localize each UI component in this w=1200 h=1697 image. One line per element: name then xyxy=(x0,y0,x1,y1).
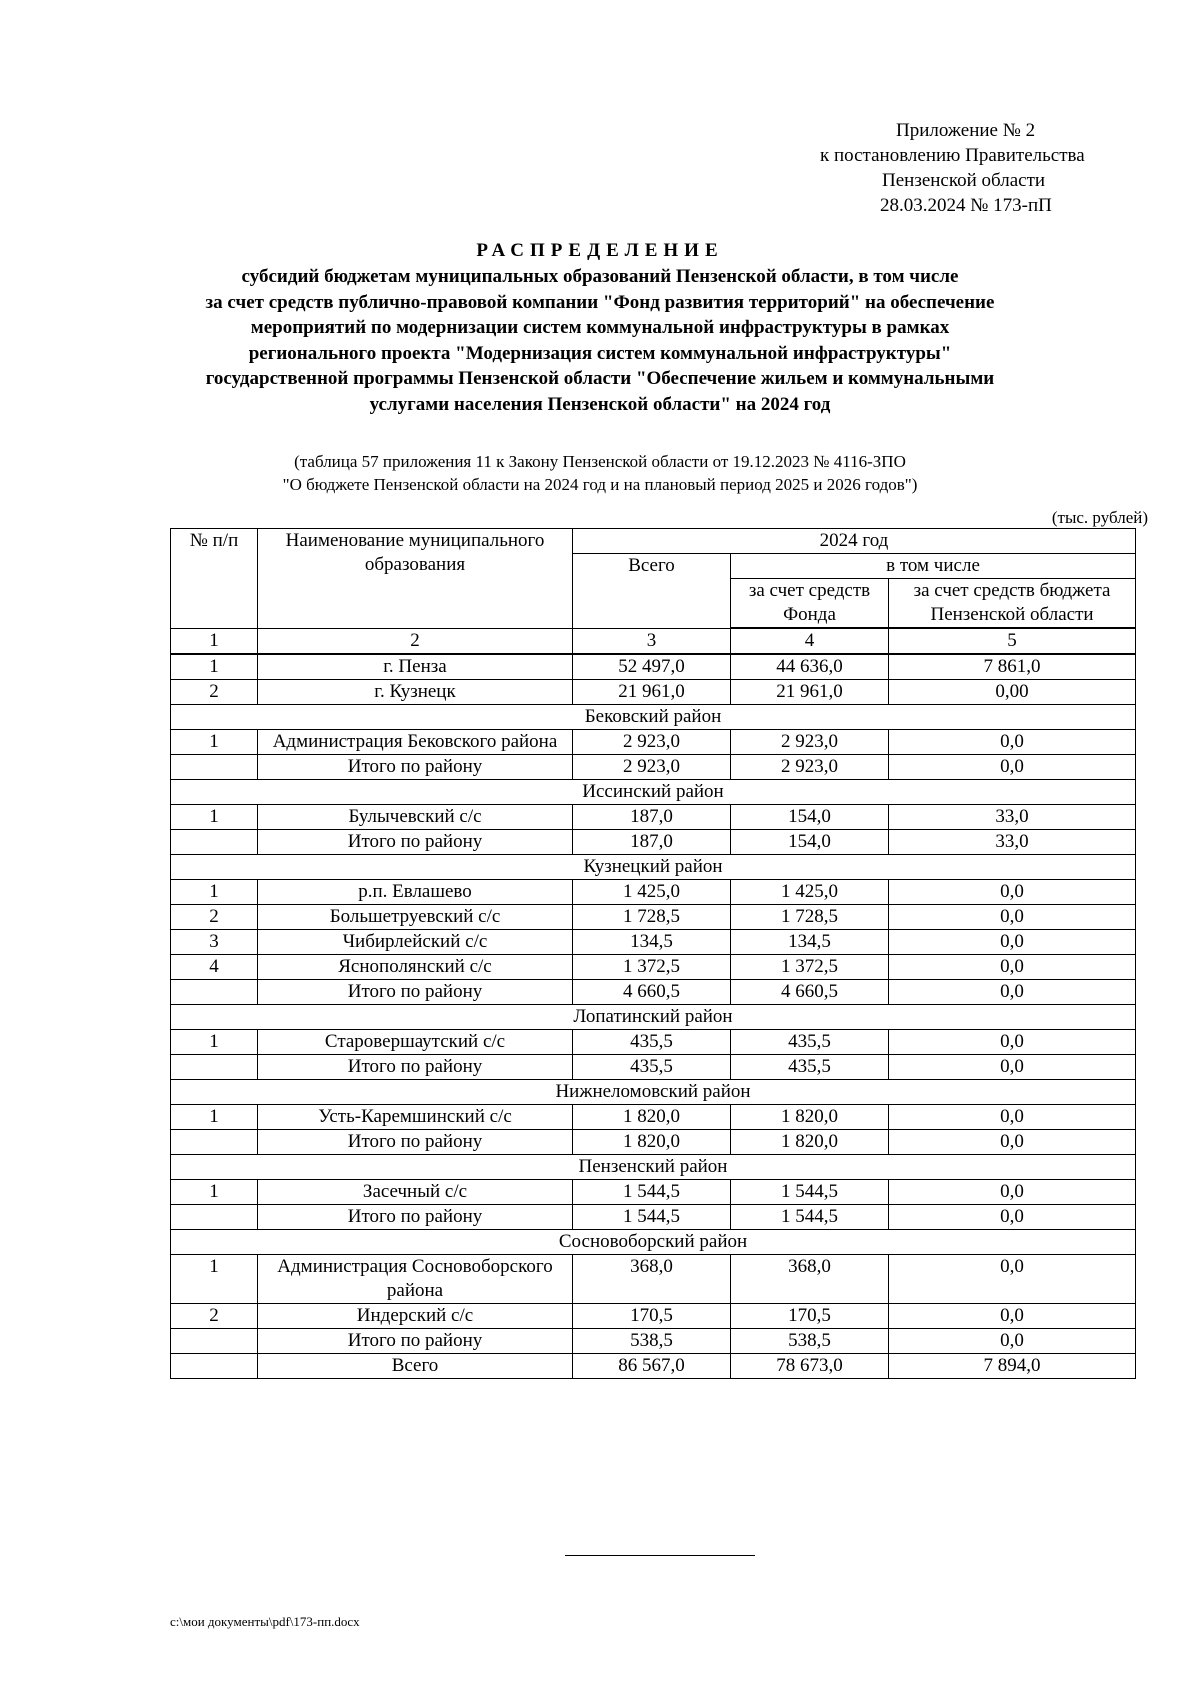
row-total: 538,5 xyxy=(573,1329,731,1354)
header-fund: за счет средств Фонда xyxy=(731,579,889,629)
header-including: в том числе xyxy=(731,554,1136,579)
row-num xyxy=(171,980,258,1005)
table-row xyxy=(171,1329,1136,1354)
source-line: (таблица 57 приложения 11 к Закону Пензенской области от 19.12.2023 № 4116-ЗПО xyxy=(294,452,906,471)
appendix-line-1: Приложение № 2 xyxy=(896,120,1036,141)
row-total: 1 372,5 xyxy=(573,955,731,980)
source-reference xyxy=(140,450,1060,496)
row-budget: 0,0 xyxy=(889,755,1136,780)
row-fund: 78 673,0 xyxy=(731,1354,889,1379)
row-name: Итого по району xyxy=(258,1130,573,1155)
row-budget: 7 861,0 xyxy=(889,654,1136,680)
row-total: 435,5 xyxy=(573,1055,731,1080)
section-label: Бековский район xyxy=(171,705,1136,730)
appendix-block xyxy=(820,118,1140,218)
table-row xyxy=(171,730,1136,755)
header-num: № п/п xyxy=(171,529,258,629)
row-budget: 0,0 xyxy=(889,955,1136,980)
document-heading xyxy=(140,264,1060,417)
section-label: Пензенский район xyxy=(171,1155,1136,1180)
table-row xyxy=(171,680,1136,705)
table-row xyxy=(171,830,1136,855)
row-total: 1 544,5 xyxy=(573,1180,731,1205)
row-total: 1 425,0 xyxy=(573,880,731,905)
row-fund: 435,5 xyxy=(731,1055,889,1080)
row-budget: 0,0 xyxy=(889,1030,1136,1055)
row-budget: 0,0 xyxy=(889,1304,1136,1329)
row-total: 1 820,0 xyxy=(573,1105,731,1130)
row-fund: 435,5 xyxy=(731,1030,889,1055)
row-budget: 33,0 xyxy=(889,830,1136,855)
row-total: 368,0 xyxy=(573,1255,731,1304)
row-fund: 1 544,5 xyxy=(731,1205,889,1230)
row-budget: 0,0 xyxy=(889,980,1136,1005)
col-number: 4 xyxy=(731,628,889,654)
col-number: 5 xyxy=(889,628,1136,654)
row-total: 52 497,0 xyxy=(573,654,731,680)
units-label: (тыс. рублей) xyxy=(1051,508,1148,527)
row-fund: 1 728,5 xyxy=(731,905,889,930)
row-name: Итого по району xyxy=(258,755,573,780)
row-name: Большетруевский с/с xyxy=(258,905,573,930)
footer-divider xyxy=(565,1555,755,1556)
row-total: 187,0 xyxy=(573,805,731,830)
row-name: Администрация Сосновоборского района xyxy=(258,1255,573,1304)
row-fund: 170,5 xyxy=(731,1304,889,1329)
row-num xyxy=(171,1205,258,1230)
row-fund: 4 660,5 xyxy=(731,980,889,1005)
row-name: Администрация Бековского района xyxy=(258,730,573,755)
row-num xyxy=(171,1055,258,1080)
row-fund: 538,5 xyxy=(731,1329,889,1354)
table-row xyxy=(171,955,1136,980)
col-number: 2 xyxy=(258,628,573,654)
section-label: Кузнецкий район xyxy=(171,855,1136,880)
col-number: 1 xyxy=(171,628,258,654)
row-total: 86 567,0 xyxy=(573,1354,731,1379)
section-row xyxy=(171,1005,1136,1030)
table-row xyxy=(171,1180,1136,1205)
row-num: 1 xyxy=(171,1255,258,1304)
row-total: 435,5 xyxy=(573,1030,731,1055)
row-num: 2 xyxy=(171,1304,258,1329)
table-row xyxy=(171,1055,1136,1080)
row-name: Булычевский с/с xyxy=(258,805,573,830)
table-row xyxy=(171,1255,1136,1304)
row-budget: 33,0 xyxy=(889,805,1136,830)
table-row xyxy=(171,930,1136,955)
row-fund: 2 923,0 xyxy=(731,755,889,780)
row-fund: 1 425,0 xyxy=(731,880,889,905)
appendix-line-2: к постановлению Правительства xyxy=(820,145,1085,166)
table-row xyxy=(171,1205,1136,1230)
row-budget: 0,0 xyxy=(889,1205,1136,1230)
row-fund: 44 636,0 xyxy=(731,654,889,680)
row-name: Итого по району xyxy=(258,830,573,855)
row-num: 1 xyxy=(171,730,258,755)
row-total: 187,0 xyxy=(573,830,731,855)
row-total: 1 728,5 xyxy=(573,905,731,930)
row-name: Итого по району xyxy=(258,980,573,1005)
header-row-1 xyxy=(171,529,1136,554)
row-budget: 0,0 xyxy=(889,730,1136,755)
section-label: Нижнеломовский район xyxy=(171,1080,1136,1105)
section-row xyxy=(171,705,1136,730)
row-fund: 134,5 xyxy=(731,930,889,955)
row-name: Итого по району xyxy=(258,1329,573,1354)
row-fund: 1 820,0 xyxy=(731,1130,889,1155)
row-num xyxy=(171,1354,258,1379)
distribution-table xyxy=(170,528,1136,1379)
row-name: Чибирлейский с/с xyxy=(258,930,573,955)
row-total: 1 820,0 xyxy=(573,1130,731,1155)
section-row xyxy=(171,1155,1136,1180)
appendix-line-4: 28.03.2024 № 173-пП xyxy=(880,195,1052,216)
row-name: Итого по району xyxy=(258,1055,573,1080)
table-row xyxy=(171,905,1136,930)
heading-line: мероприятий по модернизации систем коммунальной инфраструктуры в рамках xyxy=(250,317,950,338)
section-label: Иссинский район xyxy=(171,780,1136,805)
section-row xyxy=(171,1230,1136,1255)
row-num: 2 xyxy=(171,905,258,930)
section-label: Сосновоборский район xyxy=(171,1230,1136,1255)
row-budget: 0,0 xyxy=(889,930,1136,955)
row-budget: 0,0 xyxy=(889,1130,1136,1155)
row-num: 2 xyxy=(171,680,258,705)
row-budget: 7 894,0 xyxy=(889,1354,1136,1379)
column-numbers-row xyxy=(171,628,1136,654)
row-name: г. Кузнецк xyxy=(258,680,573,705)
row-budget: 0,0 xyxy=(889,1055,1136,1080)
row-fund: 154,0 xyxy=(731,830,889,855)
row-name: Засечный с/с xyxy=(258,1180,573,1205)
row-num: 3 xyxy=(171,930,258,955)
row-budget: 0,00 xyxy=(889,680,1136,705)
table-row xyxy=(171,1354,1136,1379)
row-budget: 0,0 xyxy=(889,1180,1136,1205)
row-num: 1 xyxy=(171,1030,258,1055)
row-num: 1 xyxy=(171,1180,258,1205)
row-name: Старовершаутский с/с xyxy=(258,1030,573,1055)
col-number: 3 xyxy=(573,628,731,654)
file-path: c:\мои документы\pdf\173-пп.docx xyxy=(170,1614,360,1629)
row-fund: 154,0 xyxy=(731,805,889,830)
row-budget: 0,0 xyxy=(889,880,1136,905)
row-total: 170,5 xyxy=(573,1304,731,1329)
source-line: "О бюджете Пензенской области на 2024 год и на плановый период 2025 и 2026 годов") xyxy=(282,475,918,494)
row-total: 2 923,0 xyxy=(573,730,731,755)
row-total: 21 961,0 xyxy=(573,680,731,705)
row-total: 4 660,5 xyxy=(573,980,731,1005)
row-fund: 21 961,0 xyxy=(731,680,889,705)
header-budget: за счет средств бюджета Пензенской области xyxy=(889,579,1136,629)
table-row xyxy=(171,1304,1136,1329)
row-name: р.п. Евлашево xyxy=(258,880,573,905)
row-fund: 2 923,0 xyxy=(731,730,889,755)
row-name: Всего xyxy=(258,1354,573,1379)
row-num: 1 xyxy=(171,1105,258,1130)
row-fund: 1 372,5 xyxy=(731,955,889,980)
heading-line: за счет средств публично-правовой компании "Фонд развития территорий" на обеспечение xyxy=(205,291,995,313)
header-year: 2024 год xyxy=(573,529,1136,554)
row-fund: 368,0 xyxy=(731,1255,889,1304)
row-name: Итого по району xyxy=(258,1205,573,1230)
row-budget: 0,0 xyxy=(889,1329,1136,1354)
heading-line: государственной программы Пензенской области "Обеспечение жильем и коммунальными xyxy=(205,368,995,389)
table-row xyxy=(171,805,1136,830)
table-row xyxy=(171,755,1136,780)
section-row xyxy=(171,1080,1136,1105)
row-fund: 1 820,0 xyxy=(731,1105,889,1130)
row-num xyxy=(171,1329,258,1354)
row-name: Усть-Каремшинский с/с xyxy=(258,1105,573,1130)
table-row xyxy=(171,1030,1136,1055)
row-num xyxy=(171,755,258,780)
row-total: 134,5 xyxy=(573,930,731,955)
header-name: Наименование муниципального образования xyxy=(258,529,573,629)
appendix-line-3: Пензенской области xyxy=(882,170,1046,191)
row-name: Индерский с/с xyxy=(258,1304,573,1329)
section-label: Лопатинский район xyxy=(171,1005,1136,1030)
row-total: 2 923,0 xyxy=(573,755,731,780)
row-num: 1 xyxy=(171,654,258,680)
row-budget: 0,0 xyxy=(889,1105,1136,1130)
heading-line: субсидий бюджетам муниципальных образований Пензенской области, в том числе xyxy=(241,266,959,287)
section-row xyxy=(171,780,1136,805)
row-num xyxy=(171,1130,258,1155)
table-row xyxy=(171,1130,1136,1155)
row-num xyxy=(171,830,258,855)
table-row xyxy=(171,1105,1136,1130)
row-budget: 0,0 xyxy=(889,905,1136,930)
row-fund: 1 544,5 xyxy=(731,1180,889,1205)
table-row xyxy=(171,654,1136,680)
row-name: Яснополянский с/с xyxy=(258,955,573,980)
table-row xyxy=(171,880,1136,905)
table-row xyxy=(171,980,1136,1005)
section-row xyxy=(171,855,1136,880)
heading-line: услугами населения Пензенской области" на 2024 год xyxy=(369,393,831,415)
heading-line: регионального проекта "Модернизация систем коммунальной инфраструктуры" xyxy=(248,342,952,364)
row-num: 1 xyxy=(171,805,258,830)
document-title: РАСПРЕДЕЛЕНИЕ xyxy=(476,240,724,261)
row-name: г. Пенза xyxy=(258,654,573,680)
row-num: 4 xyxy=(171,955,258,980)
row-num: 1 xyxy=(171,880,258,905)
row-total: 1 544,5 xyxy=(573,1205,731,1230)
row-budget: 0,0 xyxy=(889,1255,1136,1304)
header-total: Всего xyxy=(573,554,731,629)
